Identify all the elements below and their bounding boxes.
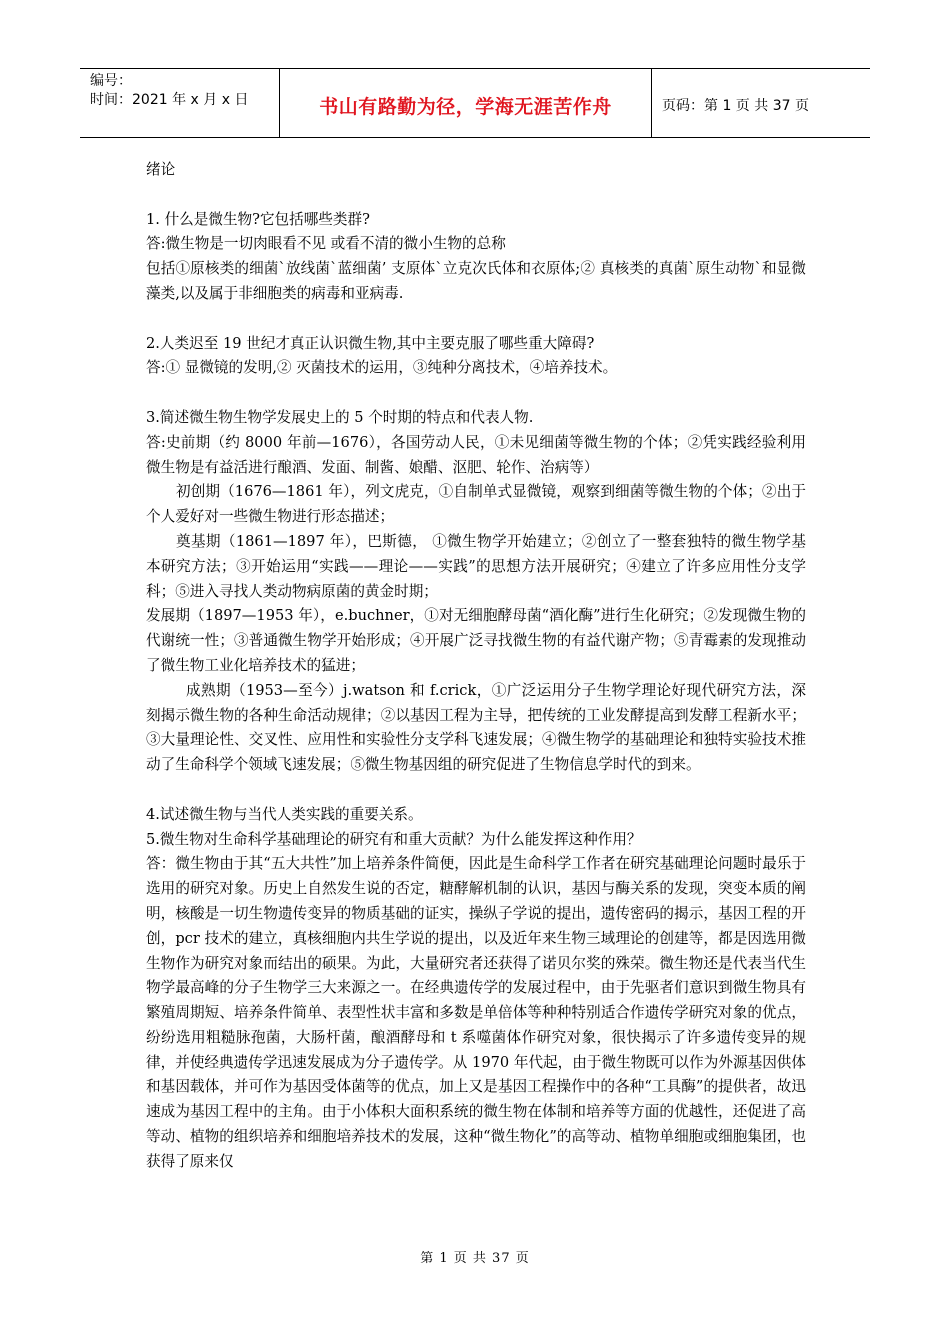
paragraph-gap <box>146 778 806 803</box>
question-2-answer: 答:① 显微镜的发明,② 灭菌技术的运用，③纯种分离技术，④培养技术。 <box>146 359 618 377</box>
document-body <box>146 156 806 1175</box>
question-3-period-mature: 成熟期（1953—至今）j.watson 和 f.crick，①广泛运用分子生物学理论好现代研究方法，深刻揭示微生物的各种生命活动规律；②以基因工程为主导，把传统的工业发酵提高到发酵工程新水平；③大量理论性、交叉性、应用性和实验性分支学科飞速发展；④微生物学的基础理论和独特实验技术推动了生命科学个领域飞速发展；⑤微生物基因组的研究促进了生物信息学时代的到来。 <box>146 681 806 774</box>
paragraph-gap <box>146 381 806 406</box>
question-4-title: 4.试述微生物与当代人类实践的重要关系。 <box>146 805 423 823</box>
question-3-title: 3.简述微生物生物学发展史上的 5 个时期的特点和代表人物. <box>146 408 534 426</box>
page-footer: 第 1 页 共 37 页 <box>420 1251 530 1266</box>
paragraph-gap <box>146 307 806 332</box>
paragraph-gap <box>146 183 806 208</box>
question-3-period-development: 发展期（1897—1953 年），e.buchner，①对无细胞酵母菌“酒化酶”进行生化研究；②发现微生物的代谢统一性；③普通微生物学开始形成；④开展广泛寻找微生物的有益代谢产物；⑤青霉素的发现推动了微生物工业化培养技术的猛进； <box>146 607 806 674</box>
header-meta-cell <box>80 69 280 137</box>
question-5-answer: 答：微生物由于其“五大共性”加上培养条件简便，因此是生命科学工作者在研究基础理论问题时最乐于选用的研究对象。历史上自然发生说的否定，糖酵解机制的认识，基因与酶关系的发现，突变本质的阐明，核酸是一切生物遗传变异的物质基础的证实，操纵子学说的提出，遗传密码的揭示，基因工程的开创，pcr 技术的建立，真核细胞内共生学说的提出，以及近年来生物三域理论的创建等，都是因选用微生物作为研究对象而结出的硕果。为此，大量研究者还获得了诺贝尔奖的殊荣。微生物还是代表当代生物学最高峰的分子生物学三大来源之一。在经典遗传学的发展过程中，由于先驱者们意识到微生物具有繁殖周期短、培养条件简单、表型性状丰富和多数是单倍体等种种特别适合作遗传学研究对象的优点，纷纷选用粗糙脉孢菌，大肠杆菌，酿酒酵母和 t 系噬菌体作研究对象，很快揭示了许多遗传变异的规律，并使经典遗传学迅速发展成为分子遗传学。从 1970 年代起，由于微生物既可以作为外源基因供体和基因载体，并可作为基因受体菌等的优点，加上又是基因工程操作中的各种“工具酶”的提供者，故迅速成为基因工程中的主角。由于小体积大面积系统的微生物在体制和培养等方面的优越性，还促进了高等动、植物的组织培养和细胞培养技术的发展，这种“微生物化”的高等动、植物单细胞或细胞集团，也获得了原来仅 <box>146 855 806 1170</box>
question-3-period-initial: 初创期（1676—1861 年），列文虎克，①自制单式显微镜，观察到细菌等微生物的个体；②出于个人爱好对一些微生物进行形态描述； <box>146 483 806 526</box>
question-2-title: 2.人类迟至 19 世纪才真正认识微生物,其中主要克服了哪些重大障碍? <box>146 334 595 352</box>
question-1-answer: 答:微生物是一切肉眼看不见 或看不清的微小生物的总称 <box>146 235 506 253</box>
header-page-info: 页码：第 1 页 共 37 页 <box>662 98 809 114</box>
question-1-detail: 包括①原核类的细菌`放线菌`蓝细菌’ 支原体`立克次氏体和衣原体;② 真核类的真菌`原生动物`和显微藻类,以及属于非细胞类的病毒和亚病毒. <box>146 260 806 302</box>
question-1-title: 1. 什么是微生物?它包括哪些类群? <box>146 210 370 228</box>
document-header <box>80 68 870 138</box>
chapter-title: 绪论 <box>146 161 176 178</box>
header-motto: 书山有路勤为径，学海无涯苦作舟 <box>280 69 652 137</box>
document-code-label: 编号： <box>90 73 132 89</box>
question-3-period-prehistoric: 答:史前期（约 8000 年前—1676），各国劳动人民，①未见细菌等微生物的个体；②凭实践经验利用微生物是有益活进行酿酒、发面、制酱、娘醋、沤肥、轮作、治病等） <box>146 433 806 476</box>
question-3-period-foundation: 奠基期（1861—1897 年），巴斯德， ①微生物学开始建立；②创立了一整套独特的微生物学基本研究方法；③开始运用“实践——理论——实践”的思想方法开展研究；④建立了许多应用性分支学科；⑤进入寻找人类动物病原菌的黄金时期； <box>146 532 806 600</box>
document-date-label: 时间：2021 年 x 月 x 日 <box>90 92 249 108</box>
question-5-title: 5.微生物对生命科学基础理论的研究有和重大贡献？为什么能发挥这种作用？ <box>146 830 642 848</box>
